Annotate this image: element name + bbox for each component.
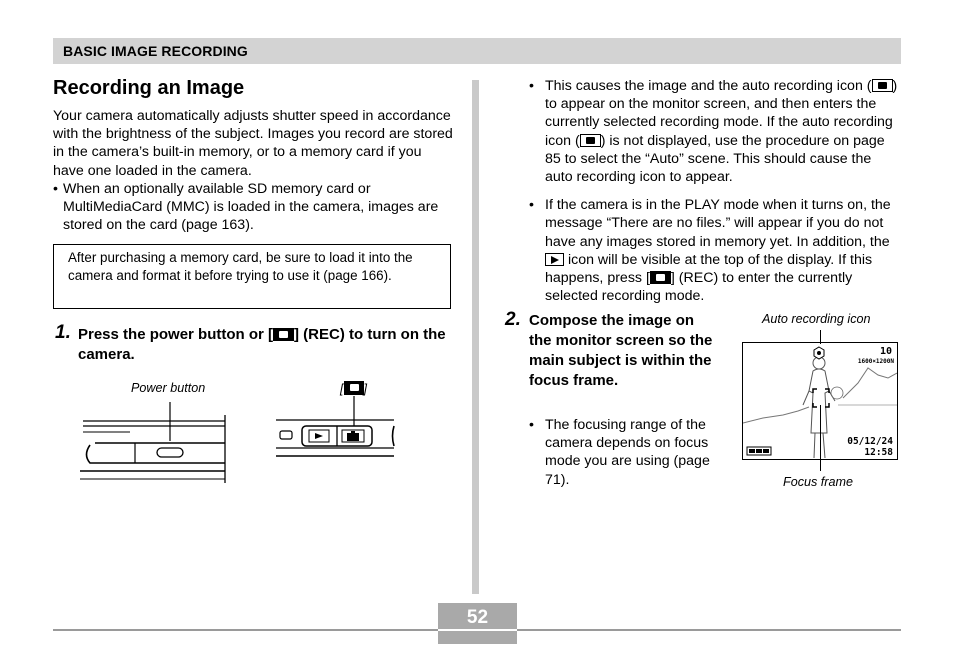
rec-button-caption	[340, 381, 367, 396]
intro-block	[53, 107, 453, 234]
power-button-caption: Power button	[131, 381, 206, 395]
auto-recording-icon	[872, 79, 893, 92]
screen-date: 05/12/24	[847, 436, 893, 447]
screen-time: 12:58	[864, 447, 893, 458]
rec-caption-open: [	[340, 382, 344, 396]
step-1-text-b: ] (REC) to turn on the camera.	[78, 326, 446, 363]
bullet-1-text-a: This causes the image and the auto recording icon (	[545, 78, 872, 94]
play-mode-bullet	[529, 196, 901, 305]
section-title: BASIC IMAGE RECORDING	[63, 43, 248, 59]
camera-rec-icon	[650, 271, 671, 284]
auto-recording-icon-caption: Auto recording icon	[762, 312, 871, 326]
camera-rec-icon	[273, 328, 294, 341]
intro-bullet: • When an optionally available SD memory card or MultiMediaCard (MMC) is loaded in the camera, images are stored on the card (page 163).	[53, 180, 453, 235]
bullet-1-text-b: ) to appear on the monitor screen, and then enters the currently selected recording mode. If the auto recording icon (	[545, 78, 898, 149]
column-divider	[472, 80, 479, 594]
play-icon	[545, 253, 564, 266]
rec-button-illustration	[276, 396, 400, 464]
memory-card-note: After purchasing a memory card, be sure to load it into the camera and format it before trying to use it (page 166).	[53, 244, 451, 309]
focus-frame-caption: Focus frame	[783, 475, 853, 489]
power-button-illustration	[80, 395, 230, 487]
shots-remaining: 10	[879, 346, 892, 357]
focus-frame-leader-line	[820, 405, 821, 471]
right-bullets	[529, 77, 901, 305]
auto-icon-bullet	[529, 77, 901, 186]
section-header-bar	[53, 38, 901, 64]
step-1-number: 1.	[55, 322, 71, 343]
page-number: 52	[466, 607, 489, 628]
rec-caption-close: ]	[363, 382, 367, 396]
bullet-2-text-b: icon will be visible at the top of the display. If this happens, press [	[545, 251, 873, 287]
image-size: 1600×1200N	[857, 358, 894, 365]
bullet-1-text-c: ) is not displayed, use the procedure on page 85 to select the “Auto” scene. This should cause the auto recording icon to appear.	[545, 132, 885, 186]
page-title: Recording an Image	[53, 77, 245, 99]
intro-paragraph: Your camera automatically adjusts shutter speed in accordance with the brightness of the subject. Images you record are stored in the camera’s built-in memory, or to a memory card if you have one loaded in the camera.	[53, 108, 453, 179]
auto-icon-leader-line	[820, 330, 821, 344]
bullet-2-text-a: If the camera is in the PLAY mode when it turns on, the message “There are no files.” will appear if you do not have any images stored in memory yet. In addition, the	[545, 197, 891, 250]
bullet-2-text-c: ] (REC) to enter the currently selected recording mode.	[545, 270, 853, 305]
step-1-text	[78, 325, 448, 365]
camera-rec-icon	[344, 381, 364, 395]
step-2-text: Compose the image on the monitor screen so the main subject is within the focus frame.	[529, 312, 713, 389]
step-1-text-a: Press the power button or [	[78, 326, 274, 343]
step-2-number: 2.	[505, 309, 521, 330]
auto-recording-icon	[580, 134, 601, 147]
step-2-bullet: • The focusing range of the camera depends on focus mode you are using (page 71).	[529, 416, 725, 489]
page-number-box	[438, 603, 517, 644]
